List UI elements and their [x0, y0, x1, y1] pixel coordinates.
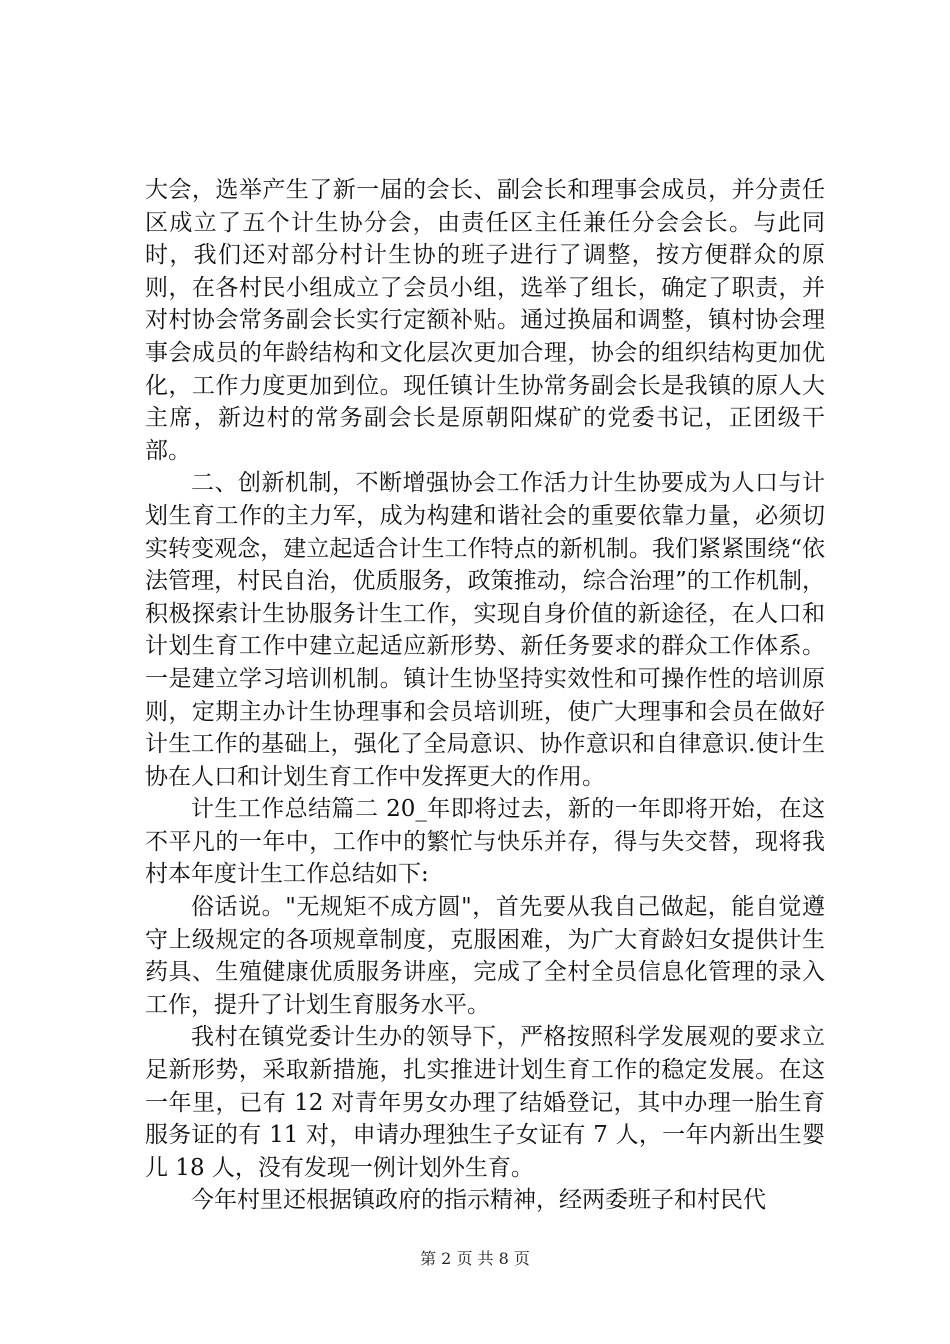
paragraph-4: 俗话说。"无规矩不成方圆"，首先要从我自己做起，能自觉遵守上级规定的各项规章制度，克服困难，为广大育龄妇女提供计生药具、生殖健康优质服务讲座，完成了全村全员信息化管理的录入工作，提升了计划生育服务水平。: [145, 894, 825, 1018]
paragraph-6: 今年村里还根据镇政府的指示精神，经两委班子和村民代: [191, 1187, 766, 1214]
page-number-footer: 第 2 页 共 8 页: [420, 1249, 530, 1268]
paragraph-1: 大会，选举产生了新一届的会长、副会长和理事会成员，并分责任区成立了五个计生协分会，由责任区主任兼任分会会长。与此同时，我们还对部分村计生协的班子进行了调整，按方便群众的原则，在各村民小组成立了会员小组，选举了组长，确定了职责，并对村协会常务副会长实行定额补贴。通过换届和调整，镇村协会理事会成员的年龄结构和文化层次更加合理，协会的组织结构更加优化，工作力度更加到位。现任镇计生协常务副会长是我镇的原人大主席，新边村的常务副会长是原朝阳煤矿的党委书记，正团级干部。: [145, 177, 825, 464]
document-body: [145, 174, 825, 1217]
paragraph-2: 二、创新机制，不断增强协会工作活力计生协要成为人口与计划生育工作的主力军，成为构建和谐社会的重要依靠力量，必须切实转变观念，建立起适合计生工作特点的新机制。我们紧紧围绕“依法管理，村民自治，优质服务，政策推动，综合治理”的工作机制，积极探索计生协服务计生工作，实现自身价值的新途径，在人口和计划生育工作中建立起适应新形势、新任务要求的群众工作体系。一是建立学习培训机制。镇计生协坚持实效性和可操作性的培训原则，定期主办计生协理事和会员培训班，使广大理事和会员在做好计生工作的基础上，强化了全局意识、协作意识和自律意识.使计生协在人口和计划生育工作中发挥更大的作用。: [145, 470, 825, 790]
paragraph-3: 计生工作总结篇二 20_年即将过去，新的一年即将开始，在这不平凡的一年中，工作中的繁忙与快乐并存，得与失交替，现将我村本年度计生工作总结如下:: [145, 796, 825, 888]
paragraph-5: 我村在镇党委计生办的领导下，严格按照科学发展观的要求立足新形势，采取新措施，扎实推进计划生育工作的稳定发展。在这一年里，已有 12 对青年男女办理了结婚登记，其中办理一胎生育服务证的有 11 对，申请办理独生子女证有 7 人，一年内新出生婴儿 18 人，没有发现一例计划外生育。: [145, 1024, 825, 1181]
